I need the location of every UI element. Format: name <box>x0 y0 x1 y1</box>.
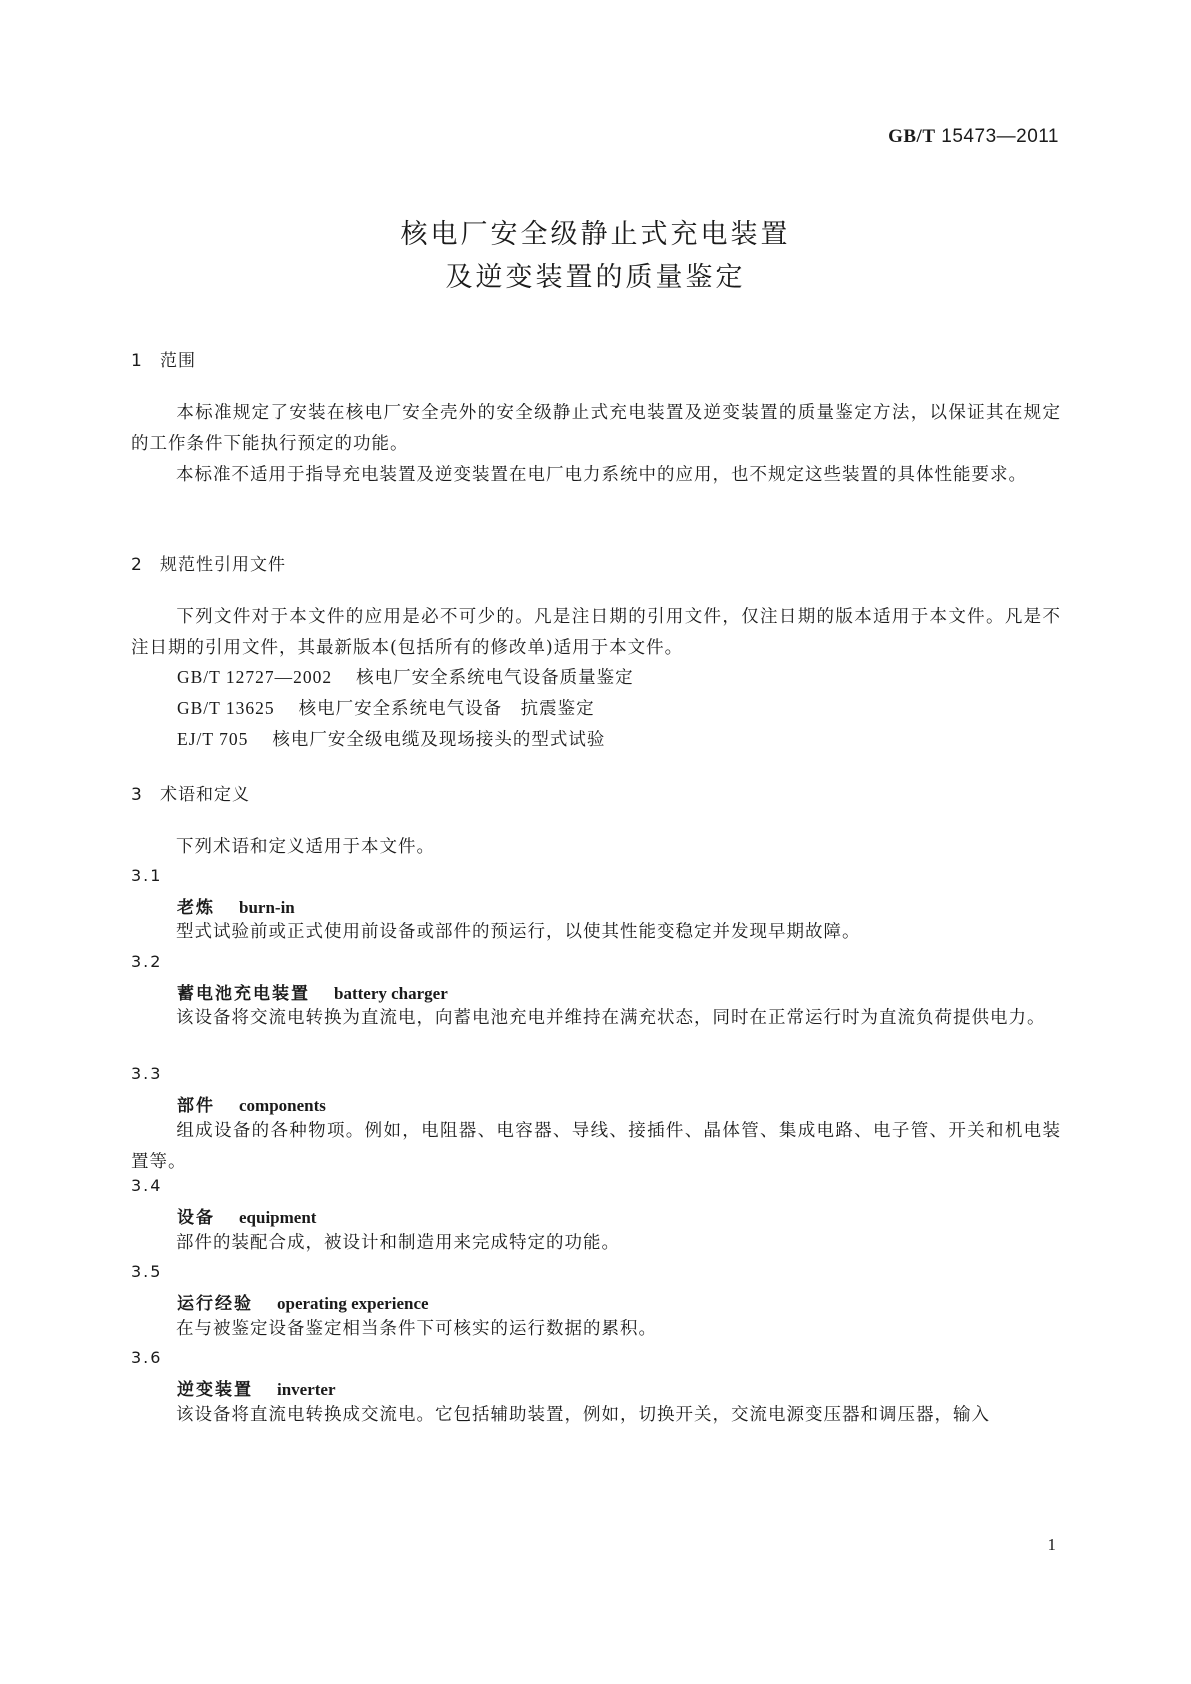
paragraph <box>131 602 1061 664</box>
standard-code <box>888 126 1059 148</box>
definition-text: 在与被鉴定设备鉴定相当条件下可核实的运行数据的累积。 <box>176 1319 657 1339</box>
section-heading-2 <box>131 550 286 575</box>
definition-text: 组成设备的各种物项。例如，电阻器、电容器、导线、接插件、晶体管、集成电路、电子管、开关和机电装置等。 <box>131 1121 1061 1172</box>
term-definition <box>131 1314 1061 1345</box>
section-title: 规范性引用文件 <box>160 555 286 575</box>
definition-text: 该设备将直流电转换成交流电。它包括辅助装置，例如，切换开关，交流电源变压器和调压器，输入 <box>176 1405 990 1425</box>
term-number: 3.1 <box>131 866 163 885</box>
paragraph-text: 下列文件对于本文件的应用是必不可少的。凡是注日期的引用文件，仅注日期的版本适用于本文件。凡是不注日期的引用文件，其最新版本(包括所有的修改单)适用于本文件。 <box>131 607 1061 658</box>
document-title-line-2: 及逆变装置的质量鉴定 <box>445 262 746 293</box>
term-name <box>177 1203 316 1228</box>
standard-prefix: GB/T <box>888 126 936 147</box>
term-chinese: 逆变装置 <box>177 1380 253 1400</box>
page-number: 1 <box>1047 1535 1056 1554</box>
reference-code: GB/T 13625 <box>177 698 275 718</box>
term-chinese: 设备 <box>177 1208 215 1228</box>
term-number: 3.2 <box>131 952 163 971</box>
term-english: operating experience <box>277 1294 429 1313</box>
definition-text: 型式试验前或正式使用前设备或部件的预运行，以使其性能变稳定并发现早期故障。 <box>176 922 861 942</box>
paragraph <box>131 460 1061 491</box>
term-definition <box>131 1400 1061 1431</box>
section-title: 术语和定义 <box>160 785 250 805</box>
term-english: burn-in <box>239 898 295 917</box>
standard-number: 15473—2011 <box>941 126 1059 147</box>
document-title-line-1: 核电厂安全级静止式充电装置 <box>400 219 791 250</box>
definition-text: 部件的装配合成，被设计和制造用来完成特定的功能。 <box>176 1233 620 1253</box>
term-definition <box>131 1003 1061 1034</box>
paragraph-text: 下列术语和定义适用于本文件。 <box>176 837 435 857</box>
term-english: components <box>239 1096 326 1115</box>
paragraph <box>131 832 1061 863</box>
section-number: 1 <box>131 351 143 371</box>
term-definition <box>131 917 1061 948</box>
reference-title: 核电厂安全级电缆及现场接头的型式试验 <box>272 730 606 750</box>
reference-item <box>177 664 634 689</box>
definition-text: 该设备将交流电转换为直流电，向蓄电池充电并维持在满充状态，同时在正常运行时为直流负荷提供电力。 <box>176 1008 1046 1028</box>
reference-item <box>177 726 605 751</box>
reference-code: GB/T 12727—2002 <box>177 667 333 687</box>
term-english: inverter <box>277 1380 336 1399</box>
paragraph-text: 本标准不适用于指导充电装置及逆变装置在电厂电力系统中的应用，也不规定这些装置的具体性能要求。 <box>176 465 1027 485</box>
term-definition <box>131 1116 1061 1178</box>
term-english: battery charger <box>334 984 448 1003</box>
term-number: 3.4 <box>131 1176 163 1195</box>
section-title: 范围 <box>160 351 196 371</box>
section-heading-3 <box>131 780 250 805</box>
term-number: 3.6 <box>131 1348 163 1367</box>
section-heading-1 <box>131 346 196 371</box>
section-number: 3 <box>131 785 143 805</box>
term-english: equipment <box>239 1208 317 1227</box>
paragraph-text: 本标准规定了安装在核电厂安全壳外的安全级静止式充电装置及逆变装置的质量鉴定方法，以保证其在规定的工作条件下能执行预定的功能。 <box>131 403 1061 454</box>
section-number: 2 <box>131 555 143 575</box>
term-name <box>177 1091 326 1116</box>
term-chinese: 部件 <box>177 1096 215 1116</box>
term-name <box>177 1289 429 1314</box>
term-chinese: 蓄电池充电装置 <box>177 984 310 1004</box>
term-number: 3.5 <box>131 1262 163 1281</box>
term-chinese: 运行经验 <box>177 1294 253 1314</box>
paragraph <box>131 398 1061 460</box>
term-number: 3.3 <box>131 1064 163 1083</box>
term-chinese: 老炼 <box>177 898 215 918</box>
term-name <box>177 979 448 1004</box>
term-name <box>177 893 295 918</box>
term-name <box>177 1375 336 1400</box>
reference-item <box>177 695 595 720</box>
reference-code: EJ/T 705 <box>177 729 249 749</box>
term-definition <box>131 1228 1061 1259</box>
reference-title: 核电厂安全系统电气设备 抗震鉴定 <box>298 699 595 719</box>
reference-title: 核电厂安全系统电气设备质量鉴定 <box>356 668 634 688</box>
